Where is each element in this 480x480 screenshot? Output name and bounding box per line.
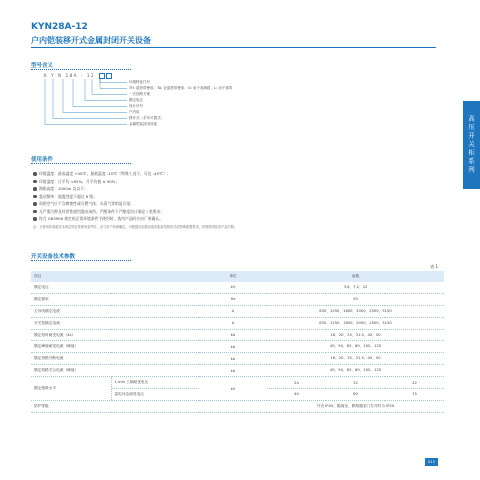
condition-item (33, 178, 413, 186)
row-unit: kA (199, 353, 267, 365)
row-value: 50 (267, 293, 444, 305)
row-unit: kA (199, 329, 267, 341)
table-row (31, 282, 444, 293)
condition-text: 环境湿度：日平均 <95%，月平均值 ≤ 90%； (39, 178, 120, 184)
condition-item (33, 193, 413, 201)
model-label-2: TH: 湿热带使用；TA: 亚湿热带使用；G: 用于高海拔；L: 用于寒带 (129, 86, 233, 90)
table-row (31, 329, 444, 341)
model-label-4: 额定电压 (129, 98, 143, 102)
condition-text: 周围空气应不含腐蚀性或可燃气体、水蒸气等明显污染； (39, 201, 134, 206)
model-label-3: 一次回路方案 (129, 92, 150, 96)
side-tab-label: 高压开关柜系列 (467, 115, 475, 175)
row-item: 开关柜额定电流 (31, 317, 199, 329)
row-value: 630、1250、1600、2000、2500、3150 (267, 305, 444, 317)
condition-list (33, 170, 413, 230)
row-item-insulation: 额定绝缘水平 (31, 377, 111, 401)
model-code-text: K Y N 28A - 12 (44, 73, 96, 78)
leader-line-4 (85, 79, 127, 101)
condition-item (33, 208, 413, 216)
model-label-6: 户内用 (129, 110, 140, 114)
row-item: 额定峰值耐受电流（峰值） (31, 341, 199, 353)
row-value: 24 (267, 377, 326, 389)
bullet-icon (33, 180, 37, 184)
table-row (31, 400, 444, 412)
condition-note: 注：当使用环境超过本规定的正常使用条件时，应与用户协商确定，可根据实际情况选用相应结构形式或特殊配置要求，详细说明参见产品手册。 (33, 224, 237, 229)
table-header-row (31, 271, 444, 282)
condition-item (33, 170, 413, 178)
column-header-value: 参数 (267, 271, 444, 282)
model-label-7: 移开式（手车可置式） (129, 116, 164, 120)
condition-text: 海拔高度：1000m 及以下； (39, 186, 88, 191)
row-item: 额定短路开断电流 (31, 353, 199, 365)
row-unit: A (199, 317, 267, 329)
bullet-icon (33, 217, 37, 221)
table-row (31, 365, 444, 377)
row-value: 40 (267, 389, 326, 401)
column-header-unit: 单位 (199, 271, 267, 282)
product-model: KYN28A-12 (31, 22, 88, 32)
model-label-8: 金属铠装封闭设备 (129, 122, 157, 126)
bullet-icon (33, 195, 37, 199)
row-unit: kA (199, 341, 267, 353)
section-rule-specs (31, 260, 131, 261)
row-value: 75 (385, 389, 444, 401)
leader-line-6 (63, 79, 127, 113)
bullet-icon (33, 187, 37, 191)
column-header-item: 项目 (31, 271, 199, 282)
condition-text: 符合 GB3906 规定的正常环境条件下使用时，选用产品时应由厂家确认。 (39, 216, 163, 221)
section-title-model-meaning: 型号含义 (31, 63, 54, 69)
bullet-icon (33, 202, 37, 206)
leader-line-3 (92, 79, 127, 95)
row-value: 40、50、63、80、100、125 (267, 365, 444, 377)
spec-table (31, 271, 444, 413)
condition-item (33, 215, 413, 223)
row-item: 额定短路关合电流（峰值） (31, 365, 199, 377)
row-unit-empty (199, 400, 267, 412)
table-row (31, 305, 444, 317)
table-row (31, 353, 444, 365)
row-value: 40、50、63、80、100、125 (267, 341, 444, 353)
row-unit: Hz (199, 293, 267, 305)
bullet-icon (33, 210, 37, 214)
page-number: 013 (425, 458, 438, 466)
table-row (31, 317, 444, 329)
model-code-diagram (0, 0, 480, 160)
condition-text: 环境温度：最高温度 +40℃，最低温度 -15℃（特殊工况下，可达 -45℃）； (39, 171, 171, 176)
row-value: 16、20、25、31.5、40、50 (267, 353, 444, 365)
row-subitem-lightning-impulse: 雷电冲击耐受电压 (111, 389, 199, 401)
bullet-icon (33, 172, 37, 176)
leader-line-8 (45, 79, 127, 125)
row-item: 额定短时耐受电流（4s） (31, 329, 199, 341)
table-caption: 表 1 (430, 264, 438, 269)
leader-line-2 (100, 79, 127, 89)
side-tab (463, 101, 480, 189)
section-title-specs: 开关设备技术参数 (31, 254, 76, 260)
table-row (31, 377, 444, 389)
row-value: 外壳 IP4X，隔离室、断路器室门打开时为 IP2X (267, 400, 444, 412)
row-unit: kV (199, 282, 267, 293)
row-unit: kV (199, 377, 267, 401)
table-row (31, 341, 444, 353)
leader-line-1 (100, 79, 127, 83)
product-title: 户内铠装移开式金属封闭开关设备 (31, 36, 151, 45)
row-value: 16、20、25、31.5、40、50 (267, 329, 444, 341)
row-item: 额定电压 (31, 282, 199, 293)
row-item: 主母线额定电流 (31, 305, 199, 317)
condition-text: 无严重污秽及经常性剧烈震动场所，严酷条件下严酷度设计满足 I 类要求； (39, 208, 165, 214)
condition-item (33, 200, 413, 208)
row-value: 630、1250、1600、2000、2500、3150 (267, 317, 444, 329)
row-value: 60 (326, 389, 385, 401)
condition-text: 震动频率：地震烈度不超过 8 级； (39, 193, 97, 199)
model-label-1: 环境特征代号 (129, 80, 150, 84)
table-row (31, 293, 444, 305)
row-item: 额定频率 (31, 293, 199, 305)
row-value: 3.6、7.2、12 (267, 282, 444, 293)
row-unit: kA (199, 365, 267, 377)
row-item: 防护等级 (31, 400, 199, 412)
row-value: 42 (385, 377, 444, 389)
model-label-5: 设计序号 (129, 104, 143, 108)
section-title-conditions: 使用条件 (31, 157, 54, 163)
condition-item (33, 185, 413, 193)
section-rule-conditions (31, 163, 131, 164)
row-unit: A (199, 305, 267, 317)
row-subitem-power-frequency: 1 min 工频耐受电压 (111, 377, 199, 389)
row-value: 32 (326, 377, 385, 389)
